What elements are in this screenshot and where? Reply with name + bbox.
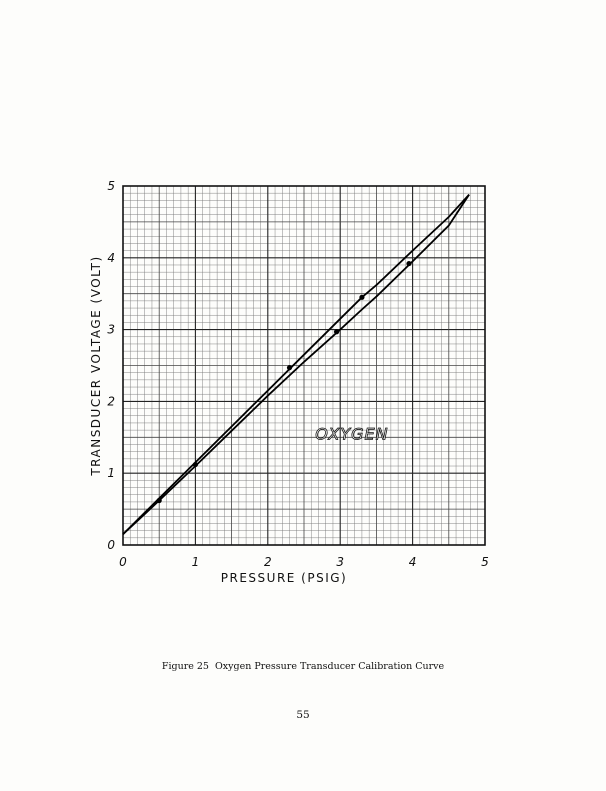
x-tick-label: 5 bbox=[481, 555, 489, 569]
x-tick-label: 1 bbox=[191, 555, 200, 569]
series-layer bbox=[123, 195, 469, 535]
y-tick-labels bbox=[107, 179, 115, 552]
y-tick-label: 5 bbox=[107, 179, 115, 193]
data-point-marker bbox=[287, 365, 292, 370]
y-tick-label: 2 bbox=[107, 394, 115, 409]
data-point-marker bbox=[359, 295, 364, 300]
figure-caption: Figure 25 Oxygen Pressure Transducer Calibration Curve bbox=[161, 661, 445, 672]
y-axis-title: TRANSDUCER VOLTAGE (VOLT) bbox=[89, 255, 103, 476]
x-tick-label: 4 bbox=[408, 555, 417, 569]
data-point-marker bbox=[193, 462, 198, 467]
data-point-marker bbox=[334, 329, 339, 334]
y-tick-label: 3 bbox=[107, 322, 115, 337]
data-point-marker bbox=[406, 261, 411, 266]
chart-grid-major bbox=[123, 186, 485, 545]
marker-layer bbox=[157, 261, 412, 503]
annotation-oxygen: OXYGEN bbox=[315, 424, 389, 444]
x-tick-label: 0 bbox=[119, 555, 127, 569]
data-point-marker bbox=[157, 498, 162, 503]
y-tick-label: 1 bbox=[107, 466, 115, 481]
x-tick-label: 3 bbox=[336, 555, 345, 569]
x-tick-label: 2 bbox=[263, 555, 272, 569]
x-axis-title: PRESSURE (PSIG) bbox=[220, 571, 348, 585]
y-tick-label: 4 bbox=[107, 250, 115, 265]
y-tick-label: 0 bbox=[107, 538, 115, 552]
series-line-1 bbox=[123, 195, 469, 535]
page-number: 55 bbox=[296, 709, 310, 721]
x-tick-labels bbox=[119, 555, 489, 569]
